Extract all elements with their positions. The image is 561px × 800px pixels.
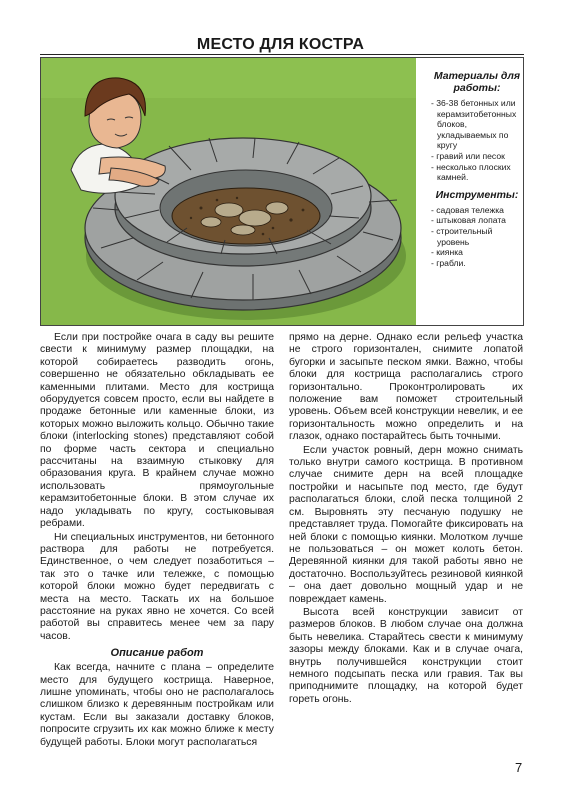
body-paragraph: Как всегда, начните с плана – определите место для будущего кострища. Наверное, лишне упоминать, чтобы оно не располагалось слишком близко к деревянным постройкам или кустам. Если вы заказали доставку блоков, попросите сгрузить их как можно ближе к месту будущей работы. Блоки могут располагаться (40, 662, 274, 748)
tools-item: - строительный уровень (431, 226, 523, 247)
materials-heading: Материалы для работы: (433, 70, 521, 94)
body-paragraph: Если участок ровный, дерн можно снимать только внутри самого кострища. В противном случае снимите дерн на всей площадке постройки и насыпьте под место, где будут располагаться блоки, слой песка толщиной 2 см. Выровнять эту песчаную подушку не представляет труда. Помогайте фиксировать на ней блоки с помощью киянки. Молотком лучше не пользоваться – он может колоть бетон. Деревянной киянки для такой работы явно не достаточно. Воспользуйтесь резиновой киянкой – она дает довольно мощный удар и не повреждает камень. (289, 444, 523, 605)
title-divider (40, 54, 524, 55)
fire-pit-illustration (41, 58, 416, 325)
body-paragraph: Высота всей конструкции зависит от размеров блоков. В любом случае она должна быть невелика. Старайтесь свести к минимуму зазоры между блоками. Как и в случае очага, внутрь получившейся конструкции стоит немного подсыпать песка или гравия. Так вы приподнимите площадку, на которой будет гореть огонь. (289, 606, 523, 705)
page-title: МЕСТО ДЛЯ КОСТРА (196, 36, 365, 53)
materials-item: - 36-38 бетонных или керамзитобетонных блоков, укладываемых по кругу (431, 98, 523, 151)
left-column (40, 332, 274, 749)
tools-item: - киянка (431, 247, 523, 258)
tools-list (431, 205, 523, 269)
materials-item: - гравий или песок (431, 151, 523, 162)
right-column (289, 332, 523, 706)
tools-item: - штыковая лопата (431, 215, 523, 226)
page-number: 7 (515, 760, 523, 775)
tools-item: - садовая тележка (431, 205, 523, 216)
materials-list (431, 98, 523, 183)
tools-item: - грабли. (431, 258, 523, 269)
body-paragraph: прямо на дерне. Однако если рельеф участка не строго горизонтален, снимите лопатой бугорки и засыпьте песком ямки. Важно, чтобы блоки для кострища располагались строго горизонтально. Проконтролировать их положение вам поможет строительный уровень. Объем всей конструкции невелик, и ее горизонтальность можно определить и на глазок, однако постарайтесь быть точными. (289, 332, 523, 443)
tools-heading: Инструменты: (435, 188, 519, 201)
body-paragraph: Если при постройке очага в саду вы решите свести к минимуму размер площадки, на которой собираетесь разводить огонь, совершенно не обязательно обкладывать ее каменными плитами. Место для кострища оборудуется совсем просто, если вы найдете в продаже бетонные или каменные блоки, из которых можно выложить кольцо. Обычно такие блоки (interlocking stones) представляют собой по форме часть сектора и специально рассчитаны на взаимную стыковку для образования круга. В крайнем случае можно использовать прямоугольные керамзитобетонные блоки. В этом случае их надо укладывать по кругу, состыковывая ребрами. (40, 332, 274, 530)
materials-sidebar (431, 58, 523, 325)
section-subheading: Описание работ (110, 647, 204, 660)
materials-item: - несколько плоских камней. (431, 162, 523, 183)
illustration-panel (40, 57, 524, 326)
body-paragraph: Ни специальных инструментов, ни бетонного раствора для работы не потребуется. Единственное, о чем следует позаботиться – так это о тачке или тележке, с помощью которой блоки можно будет передвигать с места на место. Таскать их на большое расстояние на руках явно не хочется. Со всей работой вы справитесь менее чем за пару часов. (40, 531, 274, 642)
